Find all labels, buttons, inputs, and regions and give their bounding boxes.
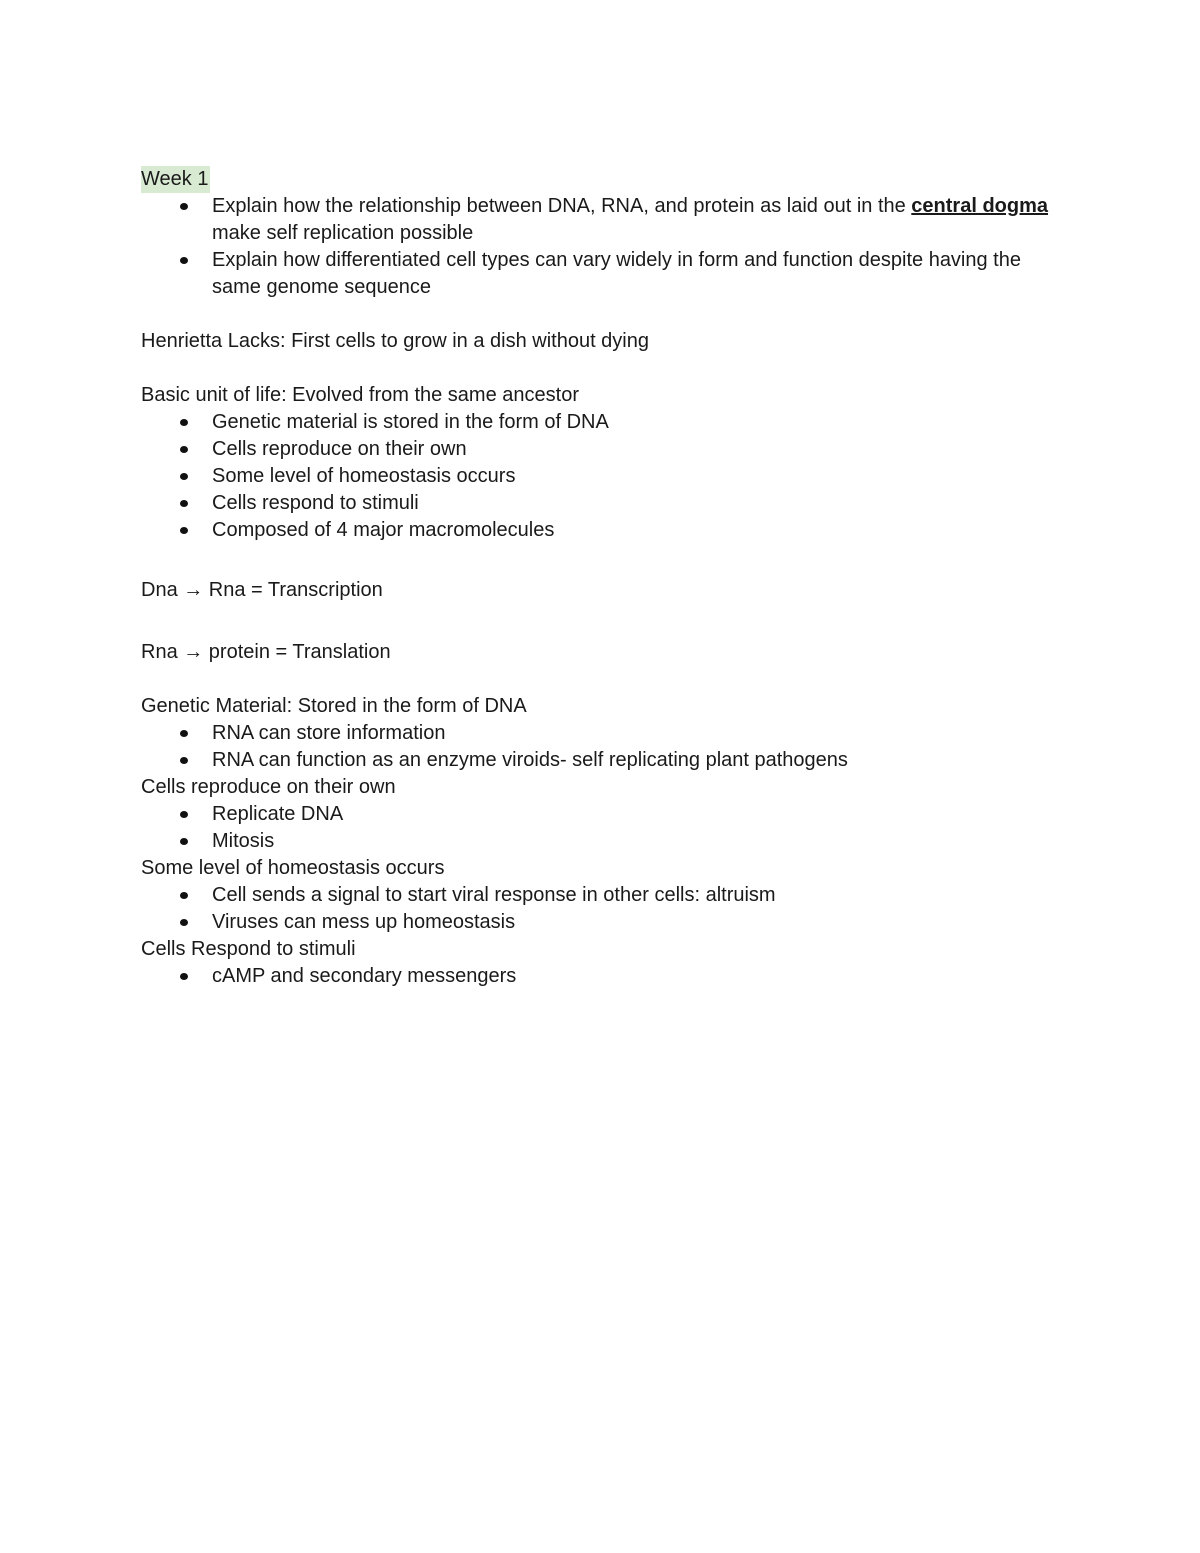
bullet-icon [180,838,188,845]
objectives-list [141,193,1061,301]
week-title: Week 1 [141,166,210,193]
list-item [141,720,1061,747]
objective-text: Explain how differentiated cell types can vary widely in form and function despite having the same genome sequence [212,249,1021,298]
section-heading: Cells Respond to stimuli [141,938,356,960]
basic-unit-list [141,409,1061,544]
bullet-icon [180,973,188,980]
week-heading-line [141,166,1061,193]
list-item [141,801,1061,828]
section-heading: Some level of homeostasis occurs [141,857,445,879]
list-item [141,882,1061,909]
list-item [141,828,1061,855]
objective-text-after: make self replication possible [212,222,474,244]
list-item-text: Replicate DNA [212,803,344,825]
list-item-text: Cells reproduce on their own [212,438,467,460]
list-item-text: Cells respond to stimuli [212,492,419,514]
bullet-icon [180,527,188,534]
list-item [141,909,1061,936]
list-item-text: Cell sends a signal to start viral response in other cells: altruism [212,884,776,906]
bullet-icon [180,919,188,926]
list-item-text: cAMP and secondary messengers [212,965,517,987]
section-list [141,882,1061,936]
section-list [141,801,1061,855]
bullet-icon [180,257,188,264]
central-dogma-term: central dogma [911,195,1048,217]
bullet-icon [180,203,188,210]
bullet-icon [180,500,188,507]
list-item [141,963,1061,990]
document-page [141,166,1061,990]
section-heading: Genetic Material: Stored in the form of DNA [141,695,527,717]
list-item-text: Some level of homeostasis occurs [212,465,516,487]
section-heading: Cells reproduce on their own [141,776,396,798]
list-item-text: RNA can function as an enzyme viroids- self replicating plant pathogens [212,749,848,771]
transcription-note: Dna → Rna = Transcription [141,579,383,601]
bullet-icon [180,473,188,480]
section-list [141,720,1061,774]
bullet-icon [180,446,188,453]
list-item-text: Mitosis [212,830,275,852]
list-item-text: Genetic material is stored in the form of DNA [212,411,609,433]
list-item-text: Viruses can mess up homeostasis [212,911,516,933]
list-item-text: Composed of 4 major macromolecules [212,519,555,541]
bullet-icon [180,419,188,426]
bullet-icon [180,892,188,899]
basic-unit-heading: Basic unit of life: Evolved from the same ancestor [141,384,579,406]
list-item [141,747,1061,774]
list-item [141,193,1061,247]
list-item [141,517,1061,544]
bullet-icon [180,730,188,737]
bullet-icon [180,757,188,764]
list-item [141,409,1061,436]
list-item-text: RNA can store information [212,722,446,744]
henrietta-note: Henrietta Lacks: First cells to grow in a dish without dying [141,330,649,352]
list-item [141,490,1061,517]
list-item [141,436,1061,463]
list-item [141,247,1061,301]
section-list [141,963,1061,990]
bullet-icon [180,811,188,818]
translation-note: Rna → protein = Translation [141,641,391,663]
list-item [141,463,1061,490]
objective-text-before: Explain how the relationship between DNA, RNA, and protein as laid out in the [212,195,912,217]
